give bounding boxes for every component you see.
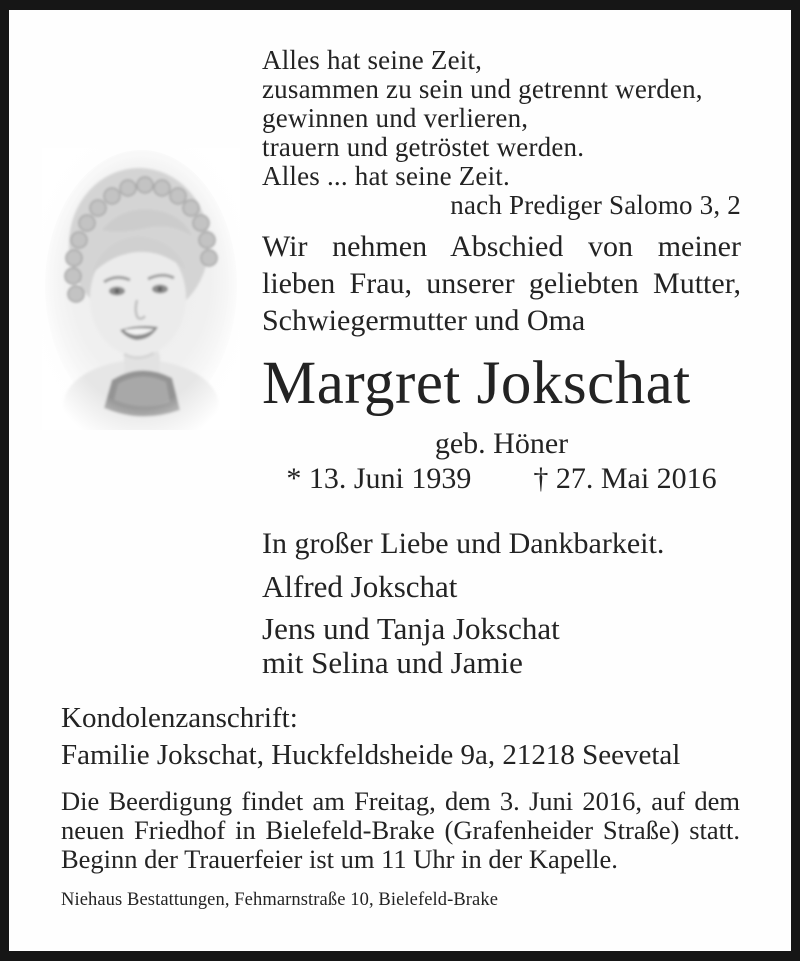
mourner-husband: Alfred Jokschat xyxy=(262,569,458,604)
burial-information xyxy=(61,787,740,874)
condolence-address: Familie Jokschat, Huckfeldsheide 9a, 21218 Seevetal xyxy=(61,739,681,771)
condolence-address-block xyxy=(61,700,740,774)
farewell-announcement xyxy=(262,228,741,339)
death-date: † 27. Mai 2016 xyxy=(533,462,717,495)
announcement-line: Schwiegermutter und Oma xyxy=(262,304,586,337)
closing-sentiment: In großer Liebe und Dankbarkeit. xyxy=(262,527,665,560)
burial-line: Die Beerdigung findet am Freitag, dem 3. Juni 2016, auf dem xyxy=(61,786,740,816)
announcement-line: Wir nehmen Abschied von meiner xyxy=(262,230,741,263)
birth-date: * 13. Juni 1939 xyxy=(286,462,472,495)
funeral-home-credit: Niehaus Bestattungen, Fehmarnstraße 10, Bielefeld-Brake xyxy=(61,890,499,910)
quote-line: gewinnen und verlieren, xyxy=(262,103,529,133)
quote-line: Alles ... hat seine Zeit. xyxy=(262,161,510,191)
quote-line: trauern und getröstet werden. xyxy=(262,132,585,162)
announcement-line: lieben Frau, unserer geliebten Mutter, xyxy=(262,267,741,300)
mourner-family xyxy=(262,612,741,680)
maiden-name: geb. Höner xyxy=(434,427,569,460)
scripture-quote xyxy=(262,46,741,220)
burial-line: neuen Friedhof in Bielefeld-Brake (Grafenheider Straße) statt. xyxy=(61,815,740,845)
notice-sheet xyxy=(9,10,791,951)
portrait-girl-oval-image xyxy=(42,148,240,430)
quote-line: zusammen zu sein und getrennt werden, xyxy=(262,74,703,104)
condolence-label: Kondolenzanschrift: xyxy=(61,702,298,734)
life-dates xyxy=(262,462,741,496)
deceased-name: Margret Jokschat xyxy=(262,350,691,417)
mourner-line: mit Selina und Jamie xyxy=(262,645,523,680)
mourner-line: Jens und Tanja Jokschat xyxy=(262,611,560,646)
quote-attribution: nach Prediger Salomo 3, 2 xyxy=(450,190,741,220)
deceased-portrait-photo xyxy=(42,148,240,430)
quote-line: Alles hat seine Zeit, xyxy=(262,45,483,75)
burial-line: Beginn der Trauerfeier ist um 11 Uhr in der Kapelle. xyxy=(61,844,618,874)
